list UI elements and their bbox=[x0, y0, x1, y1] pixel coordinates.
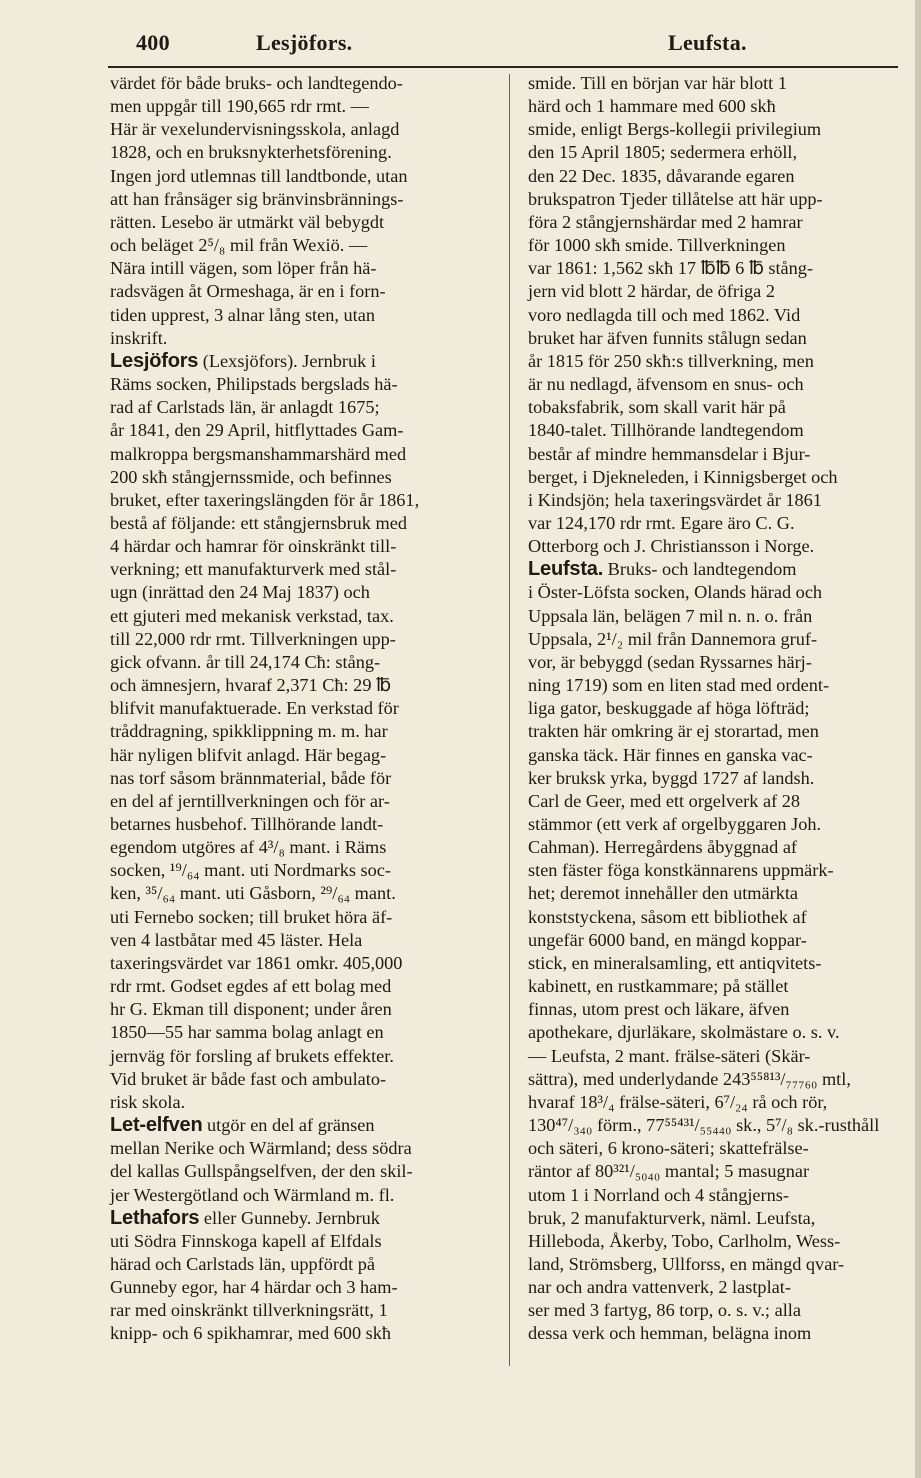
lemma-lethafors: Lethafors bbox=[110, 1206, 200, 1229]
lemma-leufsta: Leufsta. bbox=[528, 558, 604, 581]
right-running-title: Leufsta. bbox=[668, 30, 747, 55]
entry-lethafors-text: eller Gunneby. Jernbruk uti Södra Finnskoga kapell af Elfdals härad och Carlstads län, uppfördt på Gunneby egor, har 4 härdar och 3 ham- rar med oinskränkt tillverkningsrätt, 1 knipp- och 6 spikhamrar, med 600 skħ bbox=[110, 1207, 398, 1344]
entry-let-elfven-text: utgör en del af gränsen mellan Nerike och Wärmland; dess södra del kallas Gullspångselfven, der den skil- jer Westergötland och Wärmland m. fl. bbox=[110, 1115, 413, 1205]
right-column bbox=[528, 72, 898, 1346]
entry-lethafors bbox=[110, 1207, 490, 1346]
left-column bbox=[110, 72, 490, 1346]
entry-lethafors-continued: smide. Till en början var här blott 1 härd och 1 hammare med 600 skħ smide, enligt Bergs-kollegii privilegium den 15 April 1805; sedermera erhöll, den 22 Dec. 1835, dåvarande egaren brukspatron Tjeder tillåtelse att här upp- föra 2 stångjernshärdar med 2 hamrar för 1000 skħ smide. Tillverkningen var 1861: 1,562 skħ 17 ℔℔ 6 ℔ stång- jern vid blott 2 härdar, de öfriga 2 voro nedlagda till och med 1862. Vid bruket har äfven funnits stålugn sedan år 1815 för 250 skħ:s tillverkning, men är nu nedlagd, äfvensom en snus- och tobaksfabrik, som skall varit här på 1840-talet. Tillhörande landtegendom består af mindre hemmansdelar i Bjur- berget, i Djekneleden, i Kinnigsberget och i Kindsjön; hela taxeringsvärdet år 1861 var 124,170 rdr rmt. Egare äro C. G. Otterborg och J. Christiansson i Norge. bbox=[528, 73, 838, 557]
entry-lesebo-continued: värdet för både bruks- och landtegendo- men uppgår till 190,665 rdr rmt. — Här är vexelundervisningsskola, anlagd 1828, och en bruksnykterhetsförening. Ingen jord utlemnas till landtbonde, utan att han frånsäger sig bränvinsbrännings- rätten. Lesebo är utmärkt väl bebygdt och beläget 2⁵/₈ mil från Wexiö. — Nära intill vägen, som löper från hä- radsvägen åt Ormeshaga, är en i forn- tiden upprest, 3 alnar lång sten, utan inskrift. bbox=[110, 73, 408, 348]
entry-let-elfven bbox=[110, 1114, 490, 1207]
entry-lesjofors-text: (Lexsjöfors). Jernbruk i Räms socken, Philipstads bergslads hä- rad af Carlstads län, är anlagdt 1675; år 1841, den 29 April, hitflyttades Gam- malkroppa bergsmanshammarshärd med 200 skħ stångjernssmide, och befinnes bruket, efter taxeringslängden för år 1861, bestå af följande: ett stångjernsbruk med 4 härdar och hamrar för oinskränkt till- verkning; ett manufakturverk med stål- ugn (inrättad den 24 Maj 1837) och ett gjuteri med mekanisk verkstad, tax. till 22,000 rdr rmt. Tillverkningen upp- gick ofvann. år till 24,174 Cħ: stång- och ämnesjern, hvaraf 2,371 Cħ: 29 ℔ blifvit manufaktuerade. En verkstad för tråddragning, spikklippning m. m. har här nyligen blifvit anlagd. Här begag- nas torf såsom brännmaterial, både för en del af jerntillverkningen och för ar- betarnes husbehof. Tillhörande landt- egendom utgöres af 4³/₈ mant. i Räms socken, ¹⁹/₆₄ mant. uti Nordmarks soc- ken, ³⁵/₆₄ mant. uti Gåsborn, ²⁹/₆₄ mant. uti Fernebo socken; till bruket höra äf- ven 4 lastbåtar med 45 läster. Hela taxeringsvärdet var 1861 omkr. 405,000 rdr rmt. Godset egdes af ett bolag med hr G. Ekman till disponent; under åren 1850—55 har samma bolag anlagt en jernväg för forsling af brukets effekter. Vid bruket är både fast och ambulato- risk skola. bbox=[110, 350, 420, 1112]
page-edge bbox=[915, 0, 921, 1478]
lemma-let-elfven: Let-elfven bbox=[110, 1114, 203, 1137]
lemma-lesjofors: Lesjöfors bbox=[110, 349, 199, 372]
page-number: 400 bbox=[136, 30, 170, 55]
entry-lesjofors bbox=[110, 350, 490, 1114]
entry-leufsta-text: Bruks- och landtegendom i Öster-Löfsta socken, Olands härad och Uppsala län, belägen 7 mil n. n. o. från Uppsala, 2¹/₂ mil från Dannemora gruf- vor, är bebyggd (sedan Ryssarnes härj- ning 1719) som en liten stad med ordent- liga gator, beskuggade af höga löfträd; trakten här omkring är ej storartad, men ganska täck. Här finnes en ganska vac- ker bruksk yrka, byggd 1727 af landsh. Carl de Geer, med ett orgelverk af 28 stämmor (ett verk af orgelbyggaren Joh. Cahman). Herregårdens åbyggnad af sten fäster föga konstkännarens uppmärk- het; deremot innehåller den utmärkta konststyckena, såsom ett bibliothek af ungefär 6000 band, en mängd koppar- stick, en mineralsamling, ett antiqvitets- kabinett, en rustkammare; på stället finnas, utom prest och läkare, äfven apothekare, djurläkare, skolmästare o. s. v. — Leufsta, 2 mant. frälse-säteri (Skär- sättra), med underlydande 243⁵⁵⁸¹³/₇₇₇₆₀ mtl, hvaraf 18³/₄ frälse-säteri, 6⁷/₂₄ rå och rör, 130⁴⁷/₃₄₀ förm., 77⁵⁵⁴³¹/₅₅₄₄₀ sk., 5⁷/₈ sk.-rusthåll och säteri, 6 krono-säteri; skattefrälse- räntor af 80³²¹/₅₀₄₀ mantal; 5 masugnar utom 1 i Norrland och 4 stångjerns- bruk, 2 manufakturverk, näml. Leufsta, Hilleboda, Åkerby, Tobo, Carlholm, Wess- land, Strömsberg, Ullforss, en mängd qvar- nar och andra vattenverk, 2 lastplat- ser med 3 fartyg, 86 torp, o. s. v.; alla dessa verk och hemman, belägna inom bbox=[528, 559, 880, 1344]
left-running-title: Lesjöfors. bbox=[256, 30, 353, 55]
column-divider bbox=[509, 74, 510, 1366]
running-header bbox=[0, 30, 921, 60]
entry-leufsta bbox=[528, 558, 898, 1345]
header-rule bbox=[108, 66, 898, 68]
